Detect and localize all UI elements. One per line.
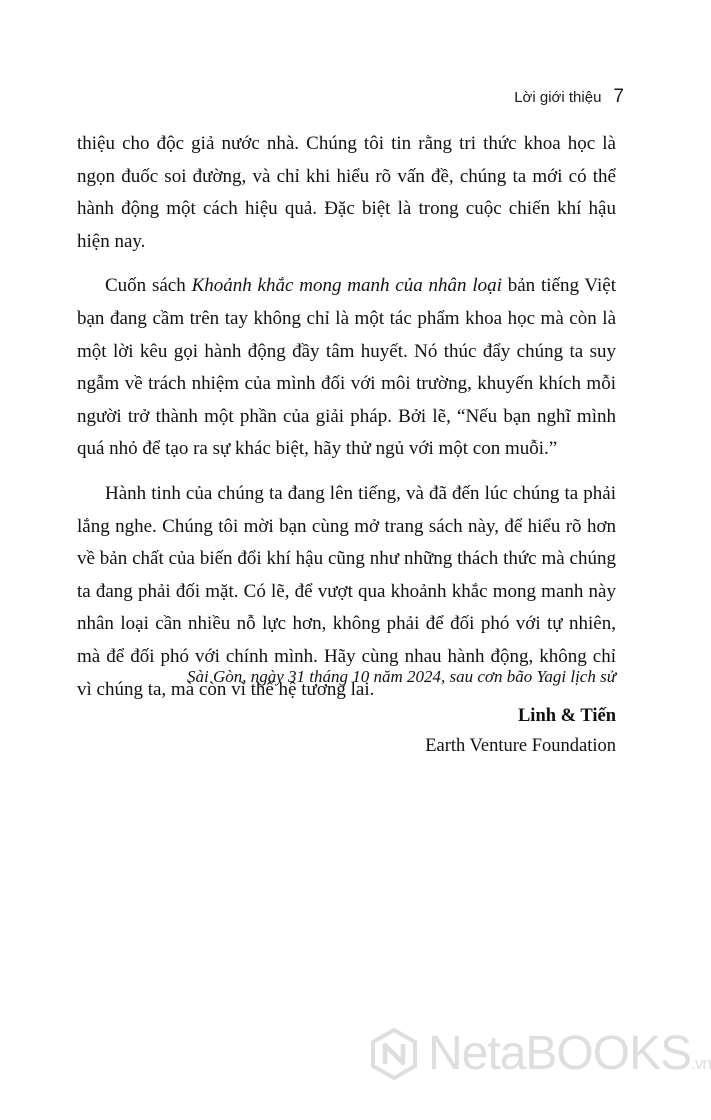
running-head xyxy=(514,86,624,108)
watermark-brand-name: NetaBOOKS xyxy=(428,1027,692,1080)
paragraph-book-intro xyxy=(77,270,616,466)
paragraph-continuation: thiệu cho độc giả nước nhà. Chúng tôi tin rằng tri thức khoa học là ngọn đuốc soi đường, và chỉ khi hiểu rõ vấn đề, chúng ta mới có thể hành động một cách hiệu quả. Đặc biệt là trong cuộc chiến khí hậu hiện nay. xyxy=(77,133,616,252)
body-text xyxy=(77,128,616,718)
netabooks-logo-icon xyxy=(368,1028,420,1080)
watermark-brand xyxy=(428,1026,711,1081)
book-title: Khoảnh khắc mong manh của nhân loại xyxy=(191,275,502,297)
signature: Linh & Tiến xyxy=(517,706,616,726)
organization-name: Earth Venture Foundation xyxy=(425,736,616,756)
signoff xyxy=(77,662,616,760)
page-number: 7 xyxy=(613,86,624,107)
running-head-title: Lời giới thiệu xyxy=(514,89,602,106)
paragraph-call-to-action: Hành tinh của chúng ta đang lên tiếng, và đã đến lúc chúng ta phải lắng nghe. Chúng tôi mời bạn cùng mở trang sách này, để hiểu rõ hơn về bản chất của biến đổi khí hậu cũng như những thách thức mà chúng ta đang phải đối mặt. Có lẽ, để vượt qua khoảnh khắc mong manh này nhân loại cần nhiều nỗ lực hơn, không phải để đối phó với tự nhiên, mà để đối phó với chính mình. Hãy cùng nhau hành động, không chỉ vì chúng ta, mà còn vì thế hệ tương lai. xyxy=(77,482,616,700)
paragraph-lead: Cuốn sách xyxy=(105,275,192,297)
watermark xyxy=(368,1026,711,1081)
paragraph-rest: bản tiếng Việt bạn đang cầm trên tay không chỉ là một tác phẩm khoa học mà còn là một lời kêu gọi hành động đầy tâm huyết. Nó thúc đẩy chúng ta suy ngẫm về trách nhiệm của mình đối với môi trường, khuyến khích mỗi người trở thành một phần của giải pháp. Bởi lẽ, “Nếu bạn nghĩ mình quá nhỏ để tạo ra sự khác biệt, hãy thử ngủ với một con muỗi.” xyxy=(77,275,616,460)
place-date: Sài Gòn, ngày 31 tháng 10 năm 2024, sau cơn bão Yagi lịch sử xyxy=(186,667,616,686)
watermark-domain-suffix: .vn xyxy=(691,1054,711,1073)
